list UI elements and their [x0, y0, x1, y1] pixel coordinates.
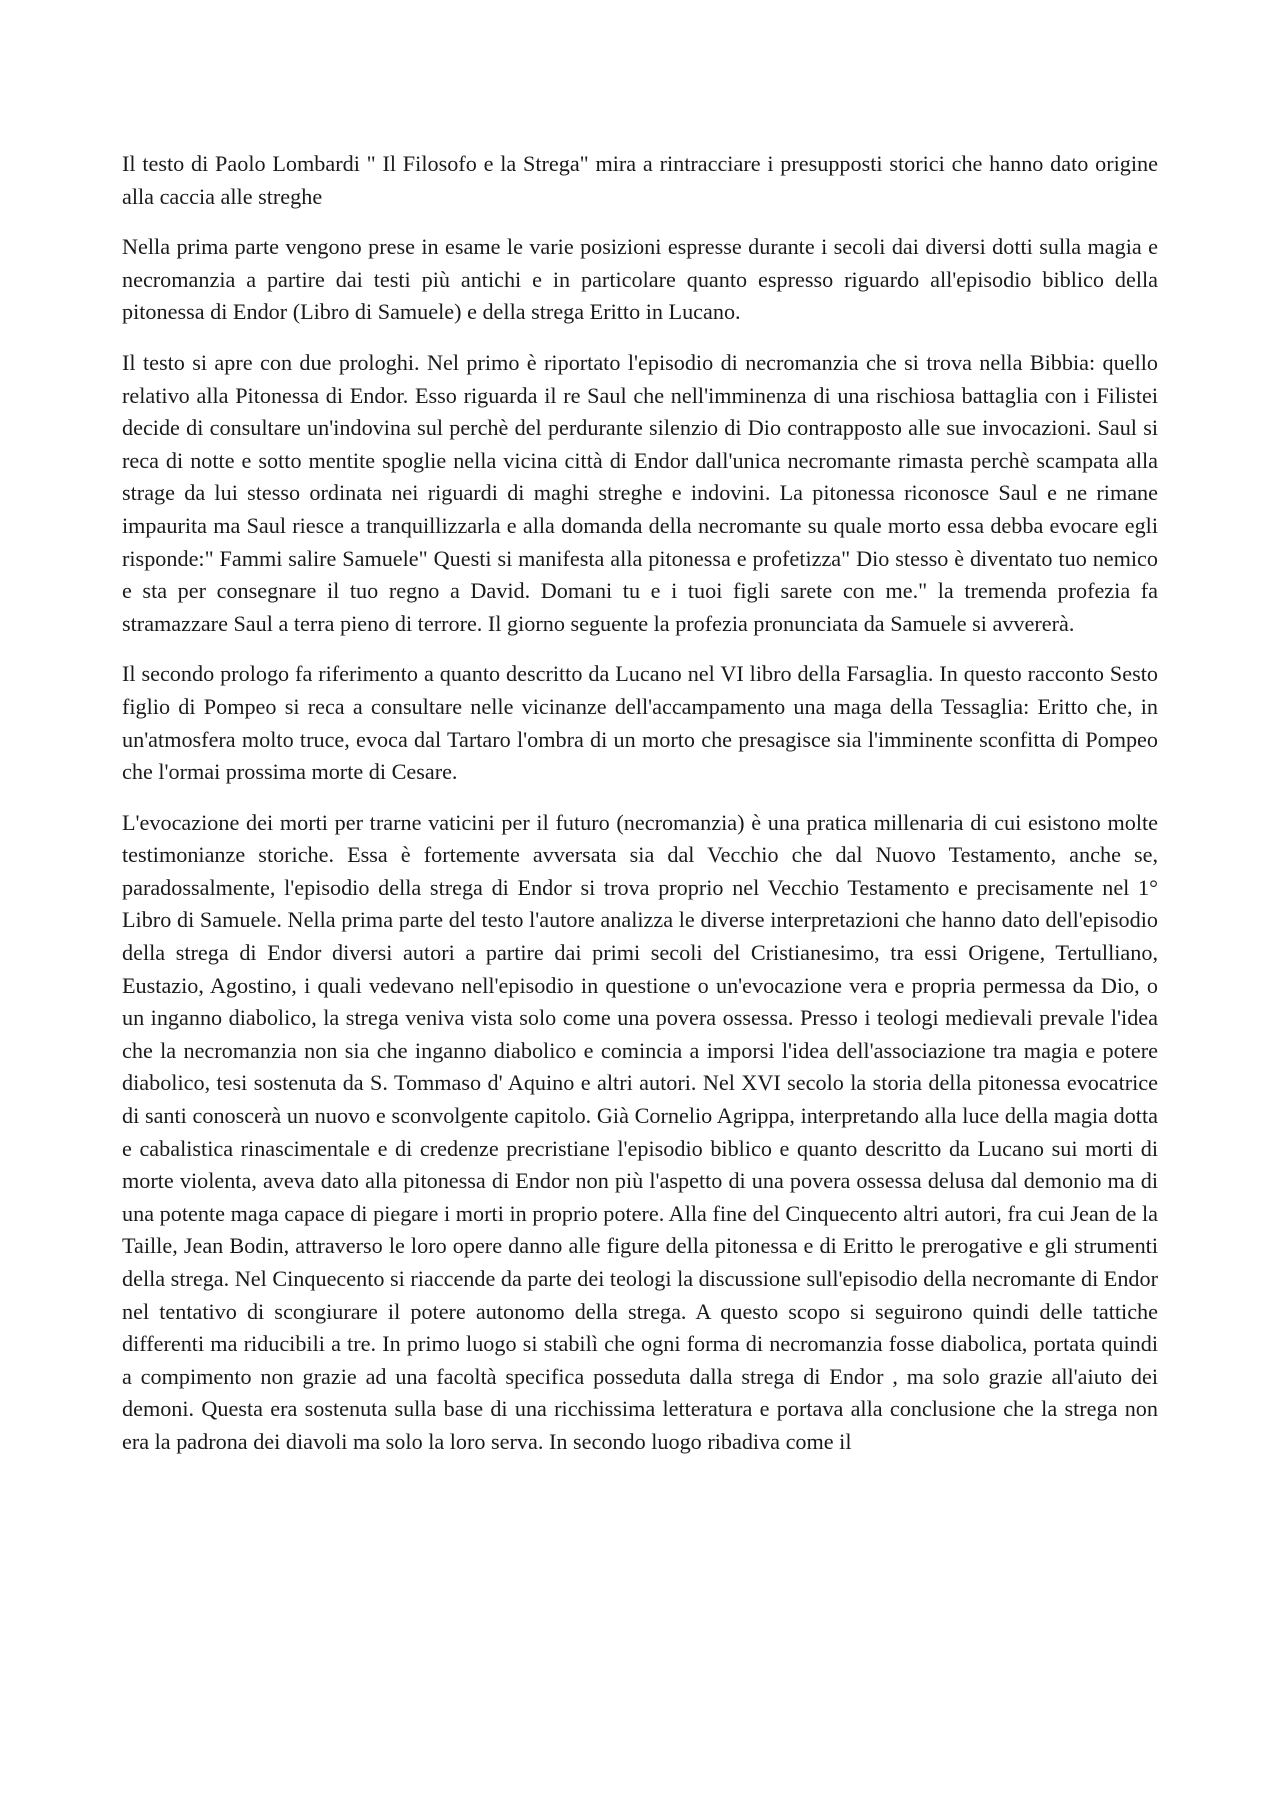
- paragraph-intro: Il testo di Paolo Lombardi " Il Filosofo e la Strega" mira a rintracciare i presupposti storici che hanno dato origine alla caccia alle streghe: [122, 151, 1158, 209]
- document-page: [122, 148, 1158, 1477]
- paragraph-second-prologue: Il secondo prologo fa riferimento a quanto descritto da Lucano nel VI libro della Farsaglia. In questo racconto Sesto figlio di Pompeo si reca a consultare nelle vicinanze dell'accampamento una maga della Tessaglia: Eritto che, in un'atmosfera molto truce, evoca dal Tartaro l'ombra di un morto che presagisce sia l'imminente sconfitta di Pompeo che l'ormai prossima morte di Cesare.: [122, 661, 1158, 785]
- paragraph-first-part: Nella prima parte vengono prese in esame le varie posizioni espresse durante i secoli dai diversi dotti sulla magia e necromanzia a partire dai testi più antichi e in particolare quanto espresso riguardo all'episodio biblico della pitonessa di Endor (Libro di Samuele) e della strega Eritto in Lucano.: [122, 234, 1158, 325]
- paragraph-first-prologue: Il testo si apre con due prologhi. Nel primo è riportato l'episodio di necromanzia che si trova nella Bibbia: quello relativo alla Pitonessa di Endor. Esso riguarda il re Saul che nell'imminenza di una rischiosa battaglia con i Filistei decide di consultare un'indovina sul perchè del perdurante silenzio di Dio contrapposto alle sue invocazioni. Saul si reca di notte e sotto mentite spoglie nella vicina città di Endor dall'unica necromante rimasta perchè scampata alla strage da lui stesso ordinata nei riguardi di maghi streghe e indovini. La pitonessa riconosce Saul e ne rimane impaurita ma Saul riesce a tranquillizzarla e alla domanda della necromante su quale morto essa debba evocare egli risponde:" Fammi salire Samuele" Questi si manifesta alla pitonessa e profetizza" Dio stesso è diventato tuo nemico e sta per consegnare il tuo regno a David. Domani tu e i tuoi figli sarete con me." la tremenda profezia fa stramazzare Saul a terra pieno di terrore. Il giorno seguente la profezia pronunciata da Samuele si avvererà.: [122, 349, 1158, 636]
- paragraph-necromancy-history: L'evocazione dei morti per trarne vaticini per il futuro (necromanzia) è una pratica millenaria di cui esistono molte testimonianze storiche. Essa è fortemente avversata sia dal Vecchio che dal Nuovo Testamento, anche se, paradossalmente, l'episodio della strega di Endor si trova proprio nel Vecchio Testamento e precisamente nel 1° Libro di Samuele. Nella prima parte del testo l'autore analizza le diverse interpretazioni che hanno dato dell'episodio della strega di Endor diversi autori a partire dai primi secoli del Cristianesimo, tra essi Origene, Tertulliano, Eustazio, Agostino, i quali vedevano nell'episodio in questione o un'evocazione vera e propria permessa da Dio, o un inganno diabolico, la strega veniva vista solo come una povera ossessa. Presso i teologi medievali prevale l'idea che la necromanzia non sia che inganno diabolico e comincia a imporsi l'idea dell'associazione tra magia e potere diabolico, tesi sostenuta da S. Tommaso d' Aquino e altri autori. Nel XVI secolo la storia della pitonessa evocatrice di santi conoscerà un nuovo e sconvolgente capitolo. Già Cornelio Agrippa, interpretando alla luce della magia dotta e cabalistica rinascimentale e di credenze precristiane l'episodio biblico e quanto descritto da Lucano sui morti di morte violenta, aveva dato alla pitonessa di Endor non più l'aspetto di una povera ossessa delusa dal demonio ma di una potente maga capace di piegare i morti in proprio potere. Alla fine del Cinquecento altri autori, fra cui Jean de la Taille, Jean Bodin, attraverso le loro opere danno alle figure della pitonessa e di Eritto le prerogative e gli strumenti della strega. Nel Cinquecento si riaccende da parte dei teologi la discussione sull'episodio della necromante di Endor nel tentativo di scongiurare il potere autonomo della strega. A questo scopo si seguirono quindi delle tattiche differenti ma riducibili a tre. In primo luogo si stabilì che ogni forma di necromanzia fosse diabolica, portata quindi a compimento non grazie ad una facoltà specifica posseduta dalla strega di Endor , ma solo grazie all'aiuto dei demoni. Questa era sostenuta sulla base di una ricchissima letteratura e portava alla conclusione che la strega non era la padrona dei diavoli ma solo la loro serva. In secondo luogo ribadiva come il: [122, 809, 1158, 1454]
